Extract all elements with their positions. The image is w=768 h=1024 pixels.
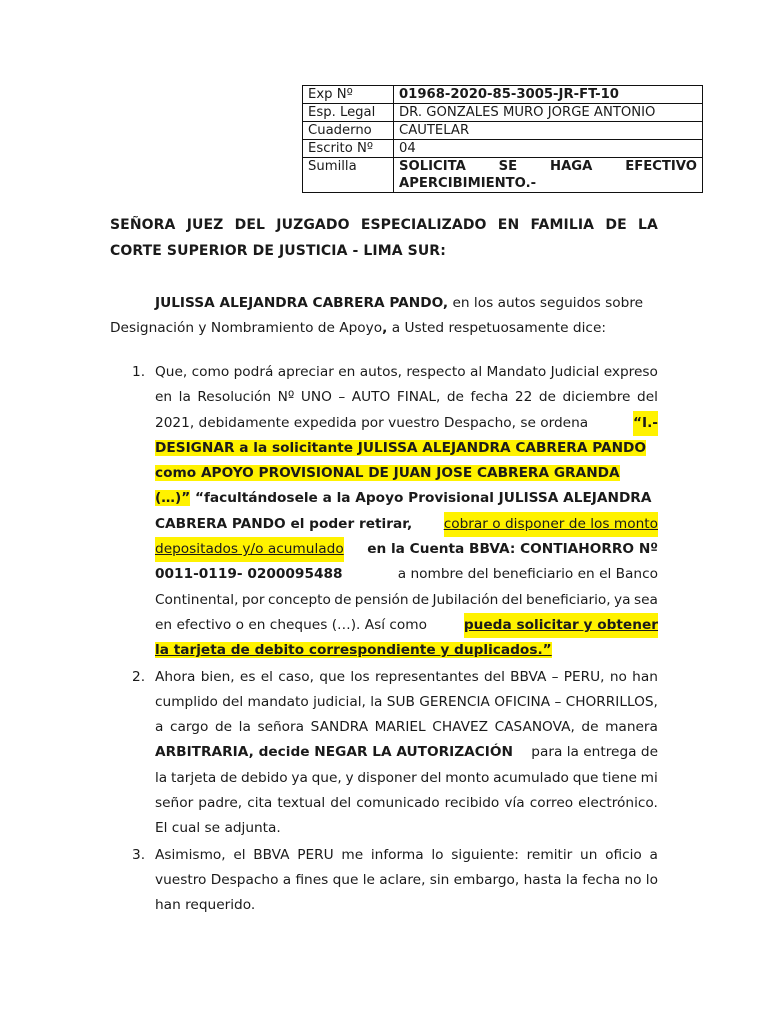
word: Que,	[155, 364, 188, 380]
word: y	[345, 769, 354, 786]
table-row	[303, 140, 703, 158]
sumilla-word: EFECTIVO	[625, 159, 697, 174]
word: SANDRA	[310, 719, 369, 736]
word: Continental,	[155, 591, 239, 608]
word: la	[178, 389, 191, 406]
exp-value: 01968-2020-85-3005-JR-FT-10	[394, 86, 703, 104]
text-line	[155, 843, 658, 868]
addressee-word: FAMILIA	[530, 217, 595, 233]
text-line	[155, 512, 658, 537]
addressee-heading	[110, 212, 658, 264]
bold-text: CABRERA PANDO el poder retirar,	[155, 515, 413, 532]
intro-line1	[110, 291, 658, 316]
word: PERU,	[563, 668, 605, 685]
text-line	[155, 766, 658, 791]
word: concepto	[267, 591, 331, 608]
word: diciembre	[562, 389, 631, 406]
word: de	[411, 591, 430, 608]
sumilla-line2: APERCIBIMIENTO.-	[399, 176, 537, 191]
bold-text: en la Cuenta BBVA: CONTIAHORRO Nº	[367, 541, 658, 558]
word: la	[565, 871, 579, 888]
word: apreciar	[277, 364, 334, 380]
text-line	[155, 537, 658, 562]
word: a	[649, 846, 658, 863]
item-number: 1.	[132, 364, 146, 380]
word: Despacho	[210, 871, 279, 888]
word: judicial,	[313, 693, 366, 710]
text-line	[155, 562, 658, 587]
text-span: en efectivo o en cheques (…). Así como	[155, 616, 428, 633]
word: de	[214, 719, 233, 736]
word: Mandato	[486, 364, 547, 380]
word: fines	[295, 871, 329, 888]
word: ya	[614, 591, 631, 608]
cuaderno-label: Cuaderno	[303, 122, 394, 140]
word: de	[220, 769, 238, 786]
word: del	[330, 795, 352, 812]
word: GERENCIA	[419, 693, 490, 710]
word: FINAL,	[396, 389, 441, 406]
item-number: 3.	[132, 846, 146, 863]
addressee-word: EN	[497, 217, 520, 233]
word: AUTO	[351, 389, 391, 406]
word: hasta	[523, 871, 562, 888]
word: –	[554, 693, 562, 710]
addressee-line2: CORTE SUPERIOR DE JUSTICIA - LIMA SUR:	[110, 243, 446, 259]
word: la	[238, 719, 251, 736]
word: señora	[257, 719, 305, 736]
text-line	[155, 715, 658, 740]
word: sin	[429, 871, 450, 888]
escrito-value: 04	[394, 140, 703, 158]
addressee-word: JUEZ	[186, 217, 224, 233]
word: han	[632, 668, 658, 685]
list-item	[110, 360, 658, 664]
word: padre,	[198, 795, 243, 812]
sumilla-line1	[399, 158, 697, 175]
word: podrá	[233, 364, 274, 380]
word: fecha	[470, 389, 509, 406]
word: cita	[247, 795, 273, 812]
word: el	[260, 668, 273, 685]
table-row	[303, 122, 703, 140]
word: tiene	[602, 769, 637, 786]
word: PERU	[297, 846, 334, 863]
text-line	[155, 690, 658, 715]
word: que	[332, 871, 359, 888]
word: lo	[645, 871, 658, 888]
word: al	[469, 364, 483, 380]
word: del	[222, 693, 244, 710]
word: el	[233, 846, 246, 863]
word: vía	[504, 795, 525, 812]
text-line	[155, 638, 658, 663]
word: que	[319, 668, 346, 685]
addressee-word: ESPECIALIZADO	[360, 217, 487, 233]
highlighted-text: “I.-	[633, 411, 658, 436]
list-item	[110, 665, 658, 842]
word: OFICINA	[494, 693, 551, 710]
addressee-word: DEL	[234, 217, 266, 233]
addressee-line1	[110, 212, 658, 238]
word: de	[581, 719, 599, 736]
word: representantes	[374, 668, 479, 685]
word: no	[609, 668, 627, 685]
word: pensión	[354, 591, 409, 608]
word: que	[572, 769, 599, 786]
word: BBVA	[510, 668, 547, 685]
cuaderno-value: CAUTELAR	[394, 122, 703, 140]
text-line	[155, 486, 658, 511]
word: me	[341, 846, 364, 863]
text-line	[155, 868, 658, 893]
word: UNO	[300, 389, 332, 406]
bold-text: “facultándosele a la Apoyo Provisional JULISSA ALEJANDRA	[190, 490, 652, 507]
word: un	[580, 846, 598, 863]
word: Jubilación	[432, 591, 499, 608]
sumilla-word: SOLICITA	[399, 159, 466, 174]
sumilla-value	[394, 158, 703, 193]
bold-text: ARBITRARIA, decide NEGAR LA AUTORIZACIÓN	[155, 744, 513, 761]
intro-text: en los autos seguidos sobre	[448, 295, 644, 311]
text-line: El cual se adjunta.	[155, 820, 281, 837]
item-number: 2.	[132, 668, 146, 685]
word: fecha	[582, 871, 621, 888]
word: expreso	[603, 364, 658, 380]
intro-text: Designación y Nombramiento de Apoyo	[110, 320, 383, 336]
word: tarjeta	[170, 769, 217, 786]
word: Resolución	[197, 389, 272, 406]
word: la	[370, 693, 383, 710]
word: del	[637, 389, 658, 406]
text-span: 2021, debidamente expedida por vuestro Despacho, se ordena	[155, 414, 589, 431]
word: a	[155, 719, 164, 736]
text-line: han requerido.	[155, 897, 256, 914]
word: en	[155, 389, 173, 406]
word: CHORRILLOS,	[565, 693, 658, 710]
escrito-label: Escrito Nº	[303, 140, 394, 158]
table-row	[303, 104, 703, 122]
word: –	[338, 389, 346, 406]
word: siguiente:	[451, 846, 519, 863]
word: embargo,	[453, 871, 520, 888]
list-item	[110, 843, 658, 919]
word: disponer	[357, 769, 417, 786]
esp-legal-value: DR. GONZALES MURO JORGE ANTONIO	[394, 104, 703, 122]
sumilla-word: SE	[498, 159, 518, 174]
word: del	[501, 591, 523, 608]
text-line	[155, 385, 658, 410]
highlighted-text: pueda solicitar y obtener	[464, 613, 658, 638]
word: aclare,	[379, 871, 426, 888]
word: MARIEL	[374, 719, 426, 736]
word: cargo	[169, 719, 209, 736]
case-info-table	[302, 85, 703, 193]
highlighted-text: la tarjeta de debito correspondiente y duplicados.”	[155, 642, 552, 659]
word: Nº	[277, 389, 295, 406]
addressee-word: JUZGADO	[276, 217, 350, 233]
word: monto	[445, 769, 490, 786]
word: por	[241, 591, 265, 608]
word: acumulado	[493, 769, 569, 786]
intro-paragraph	[110, 291, 658, 341]
highlighted-text: cobrar o disponer de los monto	[444, 512, 658, 537]
word: cumplido	[155, 693, 218, 710]
text-line	[155, 791, 658, 816]
intro-text: a Usted respetuosamente dice:	[387, 320, 606, 336]
text-line	[155, 360, 658, 385]
word: respecto	[406, 364, 466, 380]
text-line	[155, 436, 658, 461]
exp-label: Exp Nº	[303, 86, 394, 104]
word: textual	[277, 795, 326, 812]
text-line	[155, 665, 658, 690]
word: remitir	[526, 846, 573, 863]
addressee-word: SEÑORA	[110, 217, 176, 233]
word: señor	[155, 795, 194, 812]
word: beneficiario,	[525, 591, 611, 608]
petitioner-name: JULISSA ALEJANDRA CABRERA PANDO,	[155, 295, 449, 311]
word: la	[155, 769, 168, 786]
word: que,	[311, 769, 342, 786]
word: mi	[640, 769, 658, 786]
word: vuestro	[155, 871, 207, 888]
word: en	[338, 364, 356, 380]
numbered-list	[110, 360, 658, 920]
word: comunicado	[356, 795, 440, 812]
word: del	[483, 668, 505, 685]
table-row	[303, 86, 703, 104]
word: a	[282, 871, 292, 888]
word: SUB	[386, 693, 415, 710]
intro-comma: ,	[382, 320, 388, 336]
word: es	[239, 668, 256, 685]
word: electrónico.	[578, 795, 658, 812]
account-number: 0011-0119- 0200095488	[155, 566, 343, 583]
table-row	[303, 158, 703, 193]
word: CASANOVA,	[494, 719, 575, 736]
word: recibido	[444, 795, 500, 812]
text-span: para la entrega de	[531, 744, 658, 761]
word: informa	[370, 846, 424, 863]
sumilla-label: Sumilla	[303, 158, 394, 193]
word: manera	[605, 719, 658, 736]
word: Ahora	[155, 668, 196, 685]
word: no	[624, 871, 642, 888]
word: como	[191, 364, 230, 380]
text-span: a nombre del beneficiario en el Banco	[397, 566, 658, 583]
text-line	[155, 613, 658, 638]
word: caso,	[278, 668, 315, 685]
word: de	[334, 591, 352, 608]
esp-legal-label: Esp. Legal	[303, 104, 394, 122]
word: –	[551, 668, 559, 685]
highlighted-text: depositados y/o acumulado	[155, 537, 344, 562]
word: bien,	[200, 668, 235, 685]
word: del	[420, 769, 442, 786]
word: oficio	[605, 846, 642, 863]
word: CHAVEZ	[432, 719, 488, 736]
word: lo	[431, 846, 444, 863]
addressee-word: LA	[637, 217, 658, 233]
text-line	[155, 461, 658, 486]
word: autos,	[359, 364, 402, 380]
word: de	[446, 389, 464, 406]
word: le	[362, 871, 375, 888]
sumilla-word: HAGA	[550, 159, 593, 174]
word: de	[538, 389, 556, 406]
highlighted-text: DESIGNAR a la solicitante JULISSA ALEJANDRA CABRERA PANDO	[155, 439, 647, 456]
text-line	[155, 740, 658, 765]
highlighted-text: (…)”	[155, 490, 191, 507]
word: Judicial	[550, 364, 600, 380]
word: los	[350, 668, 370, 685]
word: 22	[514, 389, 533, 406]
highlighted-text: como APOYO PROVISIONAL DE JUAN JOSE CABRERA GRANDA	[155, 465, 620, 482]
addressee-word: DE	[605, 217, 627, 233]
word: BBVA	[253, 846, 290, 863]
text-line	[155, 588, 658, 613]
word: mandato	[247, 693, 309, 710]
text-line	[155, 411, 658, 436]
intro-line2	[110, 316, 658, 341]
word: debido	[240, 769, 288, 786]
word: sea	[633, 591, 658, 608]
word: ya	[291, 769, 308, 786]
word: Asimismo,	[155, 846, 226, 863]
word: correo	[529, 795, 574, 812]
